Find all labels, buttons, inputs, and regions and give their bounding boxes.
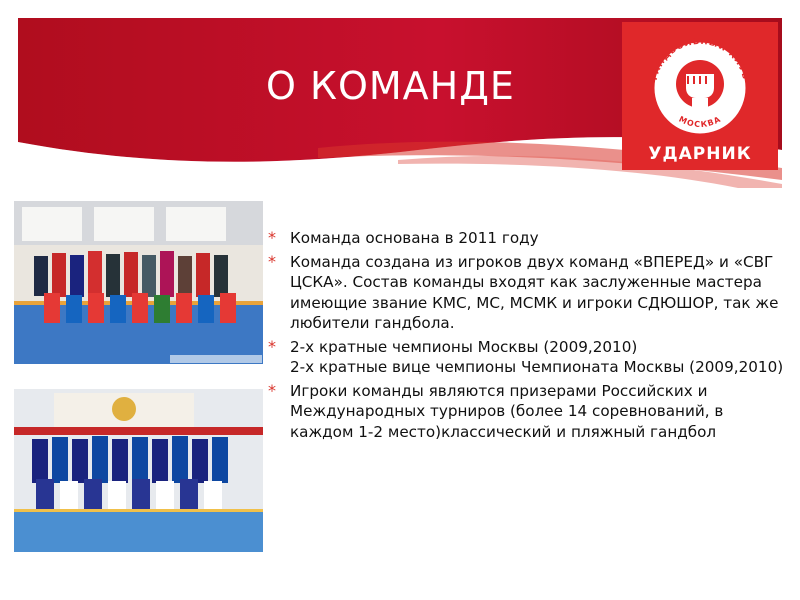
club-logo [622, 22, 778, 170]
logo-city-text: МОСКВА [677, 114, 723, 130]
list-item [268, 228, 788, 249]
list-item-text: 2-х кратные чемпионы Москвы (2009,2010) [290, 337, 638, 356]
list-item-text: Игроки команды являются призерами Российских и Международных турниров (более 14 соревнований, в каждом 1-2 место)классический и пляжный гандбол [290, 381, 724, 441]
fist-icon [676, 60, 724, 108]
list-item [268, 381, 788, 443]
list-item-text: 2-х кратные вице чемпионы Чемпионата Москвы (2009,2010) [290, 358, 784, 376]
list-item-text: Команда основана в 2011 году [290, 229, 539, 247]
list-item [268, 252, 788, 334]
info-list [268, 228, 788, 445]
page-title: О КОМАНДЕ [266, 64, 515, 108]
bullet-marker: * [268, 380, 276, 400]
logo-club-name: УДАРНИК [648, 144, 752, 164]
list-item-text: Команда создана из игроков двух команд «ВПЕРЕД» и «СВГ ЦСКА». Состав команды входят как заслуженные мастера имеющие звание КМС, МС, МСМК и игроки СДЮШОР, так же любители гандбола. [290, 252, 779, 332]
bullet-marker: * [268, 251, 276, 271]
list-item [268, 337, 788, 378]
team-photo-2 [14, 389, 263, 552]
logo-arc-text: ГАНДБОЛЬНЫЙ КЛУБ [649, 36, 751, 82]
bullet-marker: * [268, 336, 276, 356]
team-photo-1 [14, 201, 263, 364]
bullet-marker: * [268, 228, 276, 247]
